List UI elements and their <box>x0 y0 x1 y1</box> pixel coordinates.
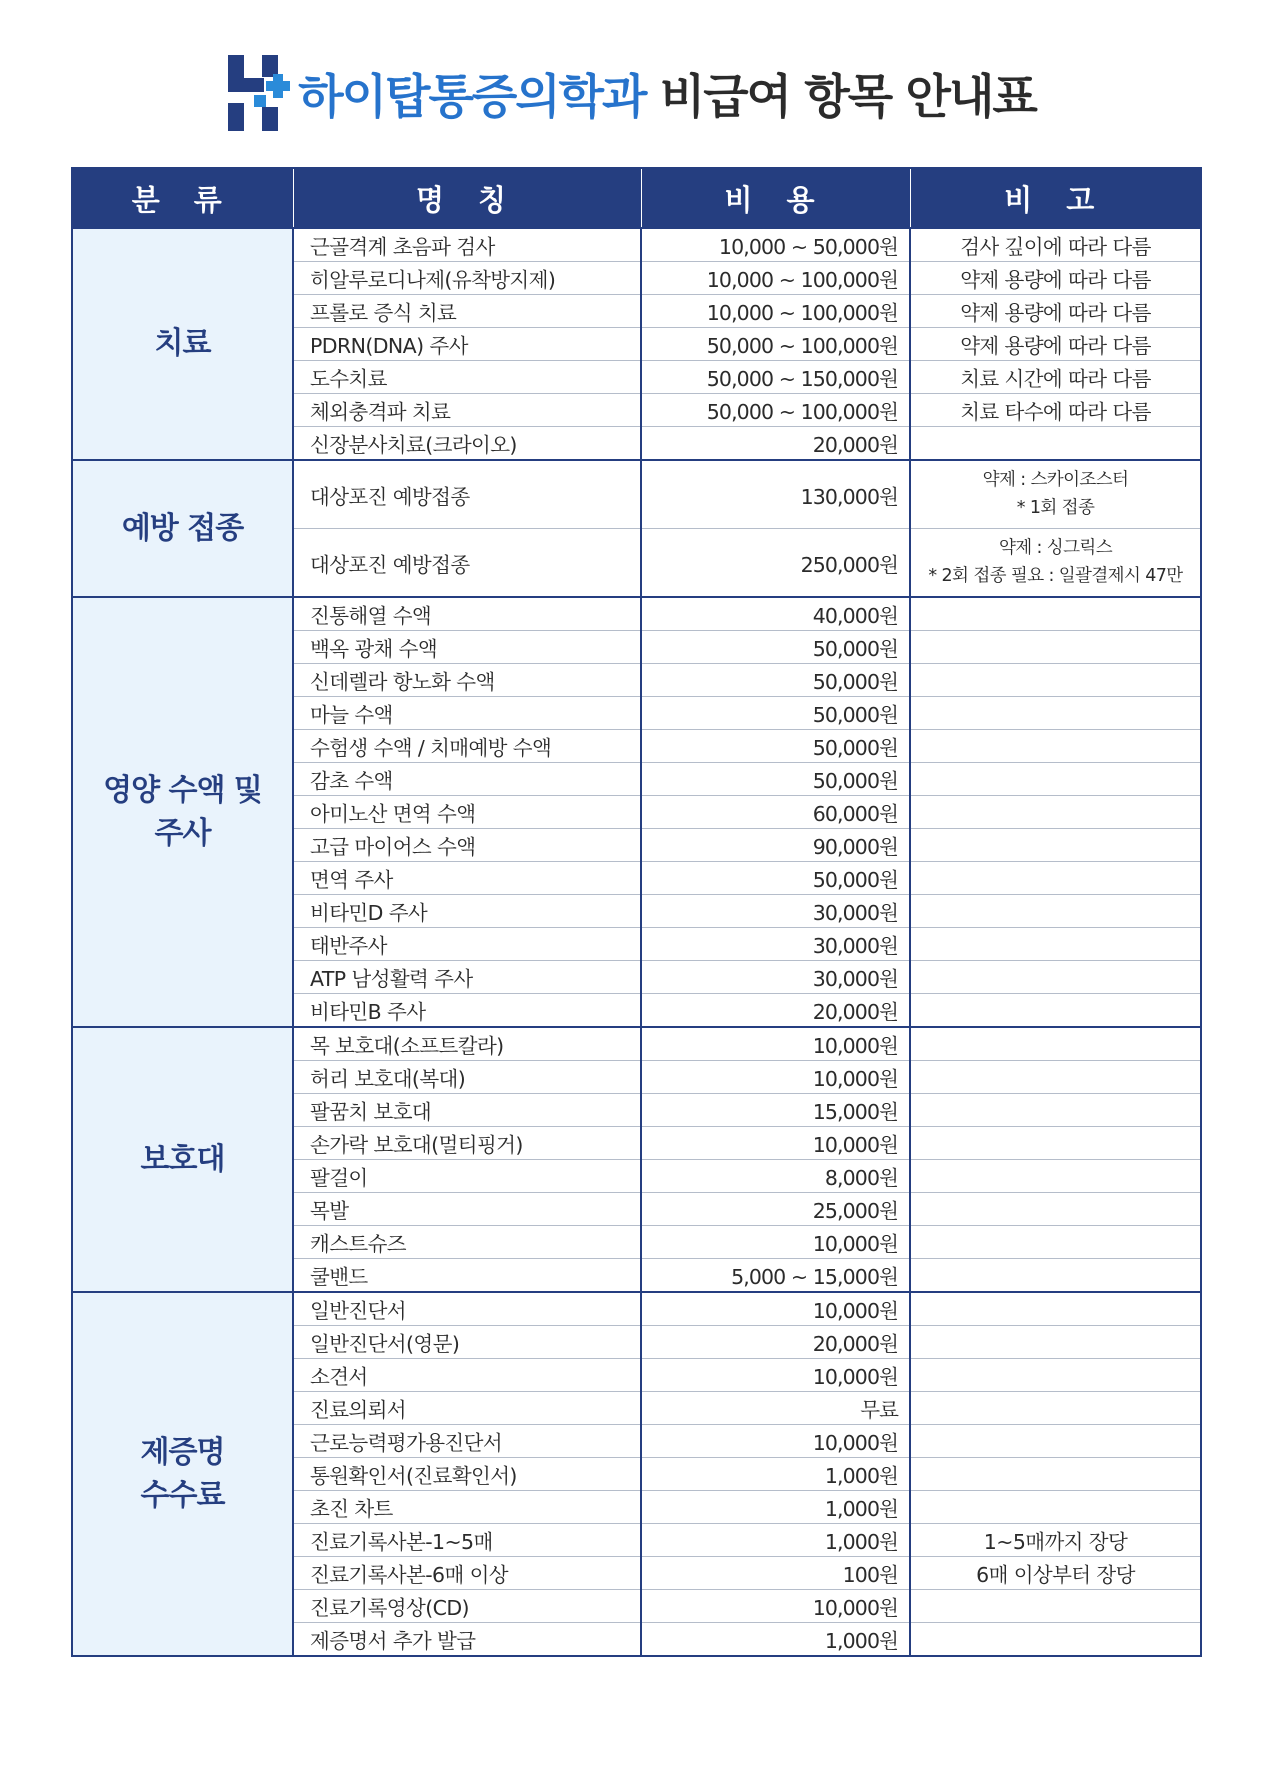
item-cost: 50,000 ~ 150,000원 <box>641 361 910 394</box>
item-cost: 1,000원 <box>641 1491 910 1524</box>
item-name: 허리 보호대(복대) <box>293 1061 641 1094</box>
category-label: 제증명 <box>140 1434 225 1470</box>
item-note <box>910 1524 1201 1557</box>
item-cost: 10,000원 <box>641 1061 910 1094</box>
item-name: 고급 마이어스 수액 <box>293 829 641 862</box>
page-header <box>0 48 1264 138</box>
item-note <box>910 697 1201 730</box>
item-name: 도수치료 <box>293 361 641 394</box>
item-cost: 25,000원 <box>641 1193 910 1226</box>
item-name: 히알루로디나제(유착방지제) <box>293 262 641 295</box>
note-line: 치료 타수에 따라 다름 <box>960 400 1151 424</box>
note-line: 약제 용량에 따라 다름 <box>960 301 1151 325</box>
note-line: * 1회 접종 <box>1016 497 1095 518</box>
item-note <box>910 262 1201 295</box>
note-line: 6매 이상부터 장당 <box>976 1563 1135 1587</box>
item-note <box>910 597 1201 631</box>
item-cost: 50,000원 <box>641 664 910 697</box>
item-cost: 10,000원 <box>641 1292 910 1326</box>
item-note <box>910 664 1201 697</box>
item-note <box>910 394 1201 427</box>
item-cost: 250,000원 <box>641 529 910 598</box>
note-line: * 2회 접종 필요 : 일괄결제시 47만 <box>928 565 1183 586</box>
header-note: 비 고 <box>910 168 1201 228</box>
item-cost: 30,000원 <box>641 895 910 928</box>
item-name: 프롤로 증식 치료 <box>293 295 641 328</box>
header-name: 명 칭 <box>293 168 641 228</box>
item-note <box>910 631 1201 664</box>
item-note <box>910 361 1201 394</box>
item-note <box>910 928 1201 961</box>
item-name: 제증명서 추가 발급 <box>293 1623 641 1657</box>
item-cost: 무료 <box>641 1392 910 1425</box>
category-label: 주사 <box>154 816 211 851</box>
item-name: 수험생 수액 / 치매예방 수액 <box>293 730 641 763</box>
item-note <box>910 295 1201 328</box>
item-note <box>910 730 1201 763</box>
item-note <box>910 427 1201 461</box>
item-note <box>910 1458 1201 1491</box>
item-cost: 50,000원 <box>641 862 910 895</box>
table-row <box>72 597 1201 631</box>
item-name: 근로능력평가용진단서 <box>293 1425 641 1458</box>
item-note <box>910 1491 1201 1524</box>
item-note <box>910 862 1201 895</box>
item-note <box>910 994 1201 1028</box>
item-cost: 15,000원 <box>641 1094 910 1127</box>
item-note <box>910 895 1201 928</box>
item-cost: 50,000원 <box>641 730 910 763</box>
item-cost: 20,000원 <box>641 1326 910 1359</box>
table-row <box>72 460 1201 529</box>
category-label: 보호대 <box>140 1141 225 1177</box>
note-line: 약제 : 싱그릭스 <box>998 538 1113 559</box>
item-cost: 8,000원 <box>641 1160 910 1193</box>
item-cost: 20,000원 <box>641 427 910 461</box>
header-category: 분 류 <box>72 168 293 228</box>
fee-table-body <box>72 228 1201 1656</box>
item-note <box>910 1259 1201 1293</box>
item-cost: 1,000원 <box>641 1623 910 1657</box>
table-row <box>72 1027 1201 1061</box>
item-name: 아미노산 면역 수액 <box>293 796 641 829</box>
item-note <box>910 328 1201 361</box>
header-cost: 비 용 <box>641 168 910 228</box>
item-cost: 10,000 ~ 100,000원 <box>641 262 910 295</box>
item-note <box>910 796 1201 829</box>
item-note <box>910 1590 1201 1623</box>
category-label: 치료 <box>154 326 211 362</box>
note-line: 치료 시간에 따라 다름 <box>960 367 1151 391</box>
item-note <box>910 460 1201 529</box>
item-note <box>910 1027 1201 1061</box>
item-note <box>910 1160 1201 1193</box>
item-note <box>910 1326 1201 1359</box>
item-note <box>910 1623 1201 1657</box>
item-cost: 60,000원 <box>641 796 910 829</box>
note-line: 약제 용량에 따라 다름 <box>960 334 1151 358</box>
item-note <box>910 1557 1201 1590</box>
item-cost: 40,000원 <box>641 597 910 631</box>
item-cost: 10,000 ~ 50,000원 <box>641 228 910 262</box>
title-text: 비급여 항목 안내표 <box>645 69 1036 125</box>
item-name: 팔걸이 <box>293 1160 641 1193</box>
item-note <box>910 1127 1201 1160</box>
item-name: 진료기록사본-1~5매 <box>293 1524 641 1557</box>
item-name: 감초 수액 <box>293 763 641 796</box>
item-name: 신장분사치료(크라이오) <box>293 427 641 461</box>
item-name: 체외충격파 치료 <box>293 394 641 427</box>
item-cost: 90,000원 <box>641 829 910 862</box>
item-name: 비타민D 주사 <box>293 895 641 928</box>
item-note <box>910 1359 1201 1392</box>
item-name: 목 보호대(소프트칼라) <box>293 1027 641 1061</box>
item-cost: 30,000원 <box>641 961 910 994</box>
item-cost: 10,000원 <box>641 1127 910 1160</box>
note-line: 약제 용량에 따라 다름 <box>960 268 1151 292</box>
item-cost: 50,000원 <box>641 631 910 664</box>
item-name: 캐스트슈즈 <box>293 1226 641 1259</box>
item-cost: 10,000원 <box>641 1359 910 1392</box>
item-note <box>910 829 1201 862</box>
item-name: 근골격계 초음파 검사 <box>293 228 641 262</box>
medical-cross-h-logo <box>228 55 290 131</box>
item-name: PDRN(DNA) 주사 <box>293 328 641 361</box>
item-cost: 20,000원 <box>641 994 910 1028</box>
item-name: 진료기록사본-6매 이상 <box>293 1557 641 1590</box>
item-name: 비타민B 주사 <box>293 994 641 1028</box>
item-note <box>910 529 1201 598</box>
item-note <box>910 228 1201 262</box>
item-name: 쿨밴드 <box>293 1259 641 1293</box>
fee-table <box>71 167 1202 1657</box>
category-cell <box>72 597 293 1027</box>
item-name: 초진 차트 <box>293 1491 641 1524</box>
item-cost: 1,000원 <box>641 1458 910 1491</box>
item-name: 진료의뢰서 <box>293 1392 641 1425</box>
category-label: 영양 수액 및 <box>103 772 262 808</box>
item-note <box>910 1425 1201 1458</box>
item-cost: 50,000원 <box>641 697 910 730</box>
item-name: ATP 남성활력 주사 <box>293 961 641 994</box>
table-row <box>72 228 1201 262</box>
category-cell <box>72 228 293 460</box>
item-name: 신데렐라 항노화 수액 <box>293 664 641 697</box>
item-note <box>910 1292 1201 1326</box>
item-name: 일반진단서(영문) <box>293 1326 641 1359</box>
table-header-row <box>72 168 1201 228</box>
item-cost: 10,000원 <box>641 1226 910 1259</box>
item-cost: 50,000원 <box>641 763 910 796</box>
item-cost: 10,000원 <box>641 1027 910 1061</box>
item-name: 팔꿈치 보호대 <box>293 1094 641 1127</box>
category-label: 예방 접종 <box>121 510 244 546</box>
note-line: 검사 깊이에 따라 다름 <box>960 235 1151 259</box>
item-name: 대상포진 예방접종 <box>293 529 641 598</box>
item-cost: 10,000원 <box>641 1425 910 1458</box>
item-cost: 50,000 ~ 100,000원 <box>641 328 910 361</box>
item-cost: 1,000원 <box>641 1524 910 1557</box>
item-name: 목발 <box>293 1193 641 1226</box>
item-cost: 5,000 ~ 15,000원 <box>641 1259 910 1293</box>
item-name: 백옥 광채 수액 <box>293 631 641 664</box>
table-row <box>72 1292 1201 1326</box>
item-cost: 30,000원 <box>641 928 910 961</box>
item-note <box>910 1094 1201 1127</box>
item-name: 태반주사 <box>293 928 641 961</box>
item-cost: 50,000 ~ 100,000원 <box>641 394 910 427</box>
item-note <box>910 1061 1201 1094</box>
item-note <box>910 763 1201 796</box>
item-note <box>910 1193 1201 1226</box>
category-label: 수수료 <box>140 1478 225 1513</box>
item-note <box>910 1226 1201 1259</box>
item-name: 일반진단서 <box>293 1292 641 1326</box>
category-cell <box>72 1027 293 1292</box>
item-name: 진통해열 수액 <box>293 597 641 631</box>
item-name: 면역 주사 <box>293 862 641 895</box>
item-cost: 130,000원 <box>641 460 910 529</box>
item-name: 통원확인서(진료확인서) <box>293 1458 641 1491</box>
page-title <box>298 60 1036 127</box>
item-name: 대상포진 예방접종 <box>293 460 641 529</box>
category-cell <box>72 460 293 597</box>
item-cost: 10,000 ~ 100,000원 <box>641 295 910 328</box>
item-name: 진료기록영상(CD) <box>293 1590 641 1623</box>
item-name: 손가락 보호대(멀티핑거) <box>293 1127 641 1160</box>
clinic-name: 하이탑통증의학과 <box>298 69 646 125</box>
note-line: 약제 : 스카이조스터 <box>982 470 1129 491</box>
note-line: 1~5매까지 장당 <box>983 1530 1128 1554</box>
item-name: 마늘 수액 <box>293 697 641 730</box>
category-cell <box>72 1292 293 1656</box>
item-note <box>910 961 1201 994</box>
item-name: 소견서 <box>293 1359 641 1392</box>
item-note <box>910 1392 1201 1425</box>
item-cost: 100원 <box>641 1557 910 1590</box>
item-cost: 10,000원 <box>641 1590 910 1623</box>
